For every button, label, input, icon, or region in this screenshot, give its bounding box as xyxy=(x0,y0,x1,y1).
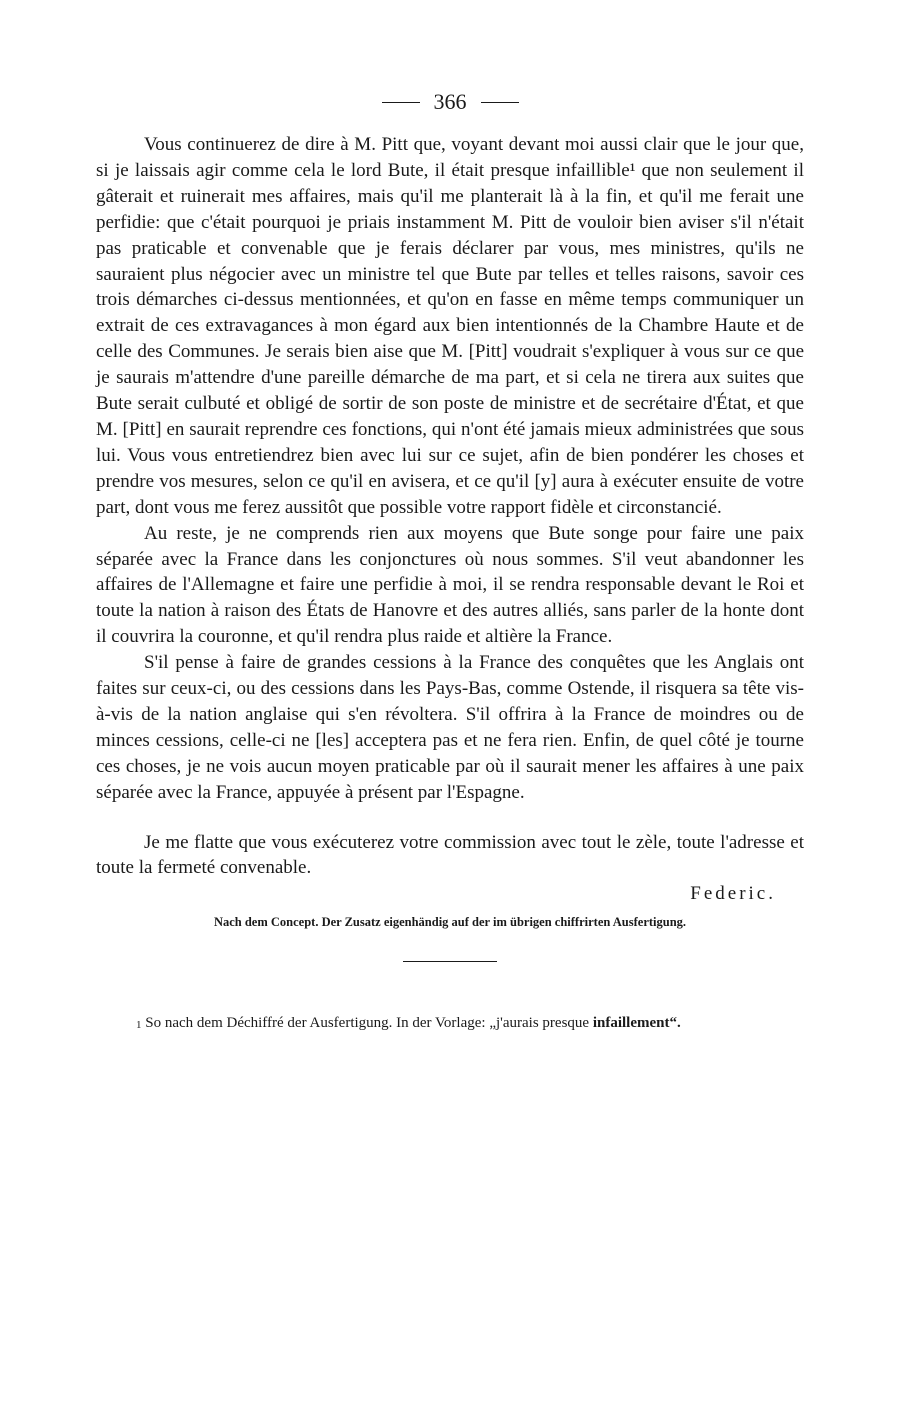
letter-closing: Je me flatte que vous exécuterez votre commission avec tout le zèle, toute l'adresse et toute la fermeté convenable. xyxy=(96,831,804,879)
footnote-marker: 1 xyxy=(136,1019,142,1032)
letter-body xyxy=(96,132,804,907)
document-page xyxy=(96,84,804,1034)
footnote xyxy=(96,1012,804,1034)
header-rule-right xyxy=(481,102,519,103)
page-header xyxy=(96,84,804,120)
letter-paragraph: Vous continuerez de dire à M. Pitt que, voyant devant moi aussi clair que le jour que, si je laissais agir comme cela le lord Bute, il était presque infaillible¹ que non seulement il gâterait et ruinerait mes affaires, mais qu'il me planterait là à la fin, et qu'il me ferait une perfidie: que c'était pourquoi je priais instamment M. Pitt de vouloir bien aviser s'il n'était pas praticable et convenable que je ferais déclarer par vous, mes ministres, qu'ils ne sauraient plus négocier avec un ministre tel que Bute par telles et telles raisons, savoir ces trois démarches ci-dessus mentionnées, et qu'on en fasse en même temps communiquer un extrait de ces extravagances à mon égard aux bien intentionnés de la Chambre Haute et de celle des Communes. Je serais bien aise que M. [Pitt] voudrait s'expliquer à vous sur ce que je saurais m'attendre d'une pareille démarche de ma part, et si cela ne tirera aux suites que Bute serait culbuté et obligé de sortir de son poste de ministre et de secrétaire d'État, et que M. [Pitt] en saurait reprendre ces fonctions, qui n'ont été jamais mieux administrées que sous lui. Vous vous entretiendrez bien avec lui sur ce sujet, afin de bien pondérer les choses et prendre vos mesures, selon ce qu'il en avisera, et ce qu'il [y] aura à exécuter ensuite de votre part, dont vous me ferez aussitôt que possible votre rapport fidèle et circonstancié. xyxy=(96,134,804,518)
footnote-text: So nach dem Déchiffré der Ausfertigung. In der Vorlage: „j'aurais presque xyxy=(145,1015,590,1032)
page-number: 366 xyxy=(433,89,467,114)
letter-paragraph: S'il pense à faire de grandes cessions à la France des conquêtes que les Anglais ont faites sur ceux-ci, ou des cessions dans les Pays-Bas, comme Ostende, il risquera sa tête vis-à-vis de la nation anglaise qui s'en révoltera. S'il offrira à la France de moindres ou de minces cessions, celle-ci ne [les] acceptera pas et ne fera rien. Enfin, de quel côté je tourne ces choses, je ne vois aucun moyen praticable par où il saurait mener les affaires à une paix séparée avec la France, appuyée à présent par l'Espagne. xyxy=(96,652,804,803)
footnote-text-bold: infaillement“. xyxy=(592,1015,681,1032)
source-note: Nach dem Concept. Der Zusatz eigenhändig auf der im übrigen chiffrirten Ausfertigung. xyxy=(213,915,687,930)
header-rule-left xyxy=(382,102,420,103)
footnote-divider xyxy=(403,961,497,962)
letter-paragraph: Au reste, je ne comprends rien aux moyens que Bute songe pour faire une paix séparée avec la France dans les conjonctures où nous sommes. S'il veut abandonner les affaires de l'Allemagne et faire une perfidie à moi, il se rendra responsable devant le Roi et toute la nation à raison des États de Hanovre et des autres alliés, sans parler de la honte dont il couvrira la couronne, et qu'il rendra plus raide et altière la France. xyxy=(96,522,804,648)
signature: Federic. xyxy=(690,883,776,905)
